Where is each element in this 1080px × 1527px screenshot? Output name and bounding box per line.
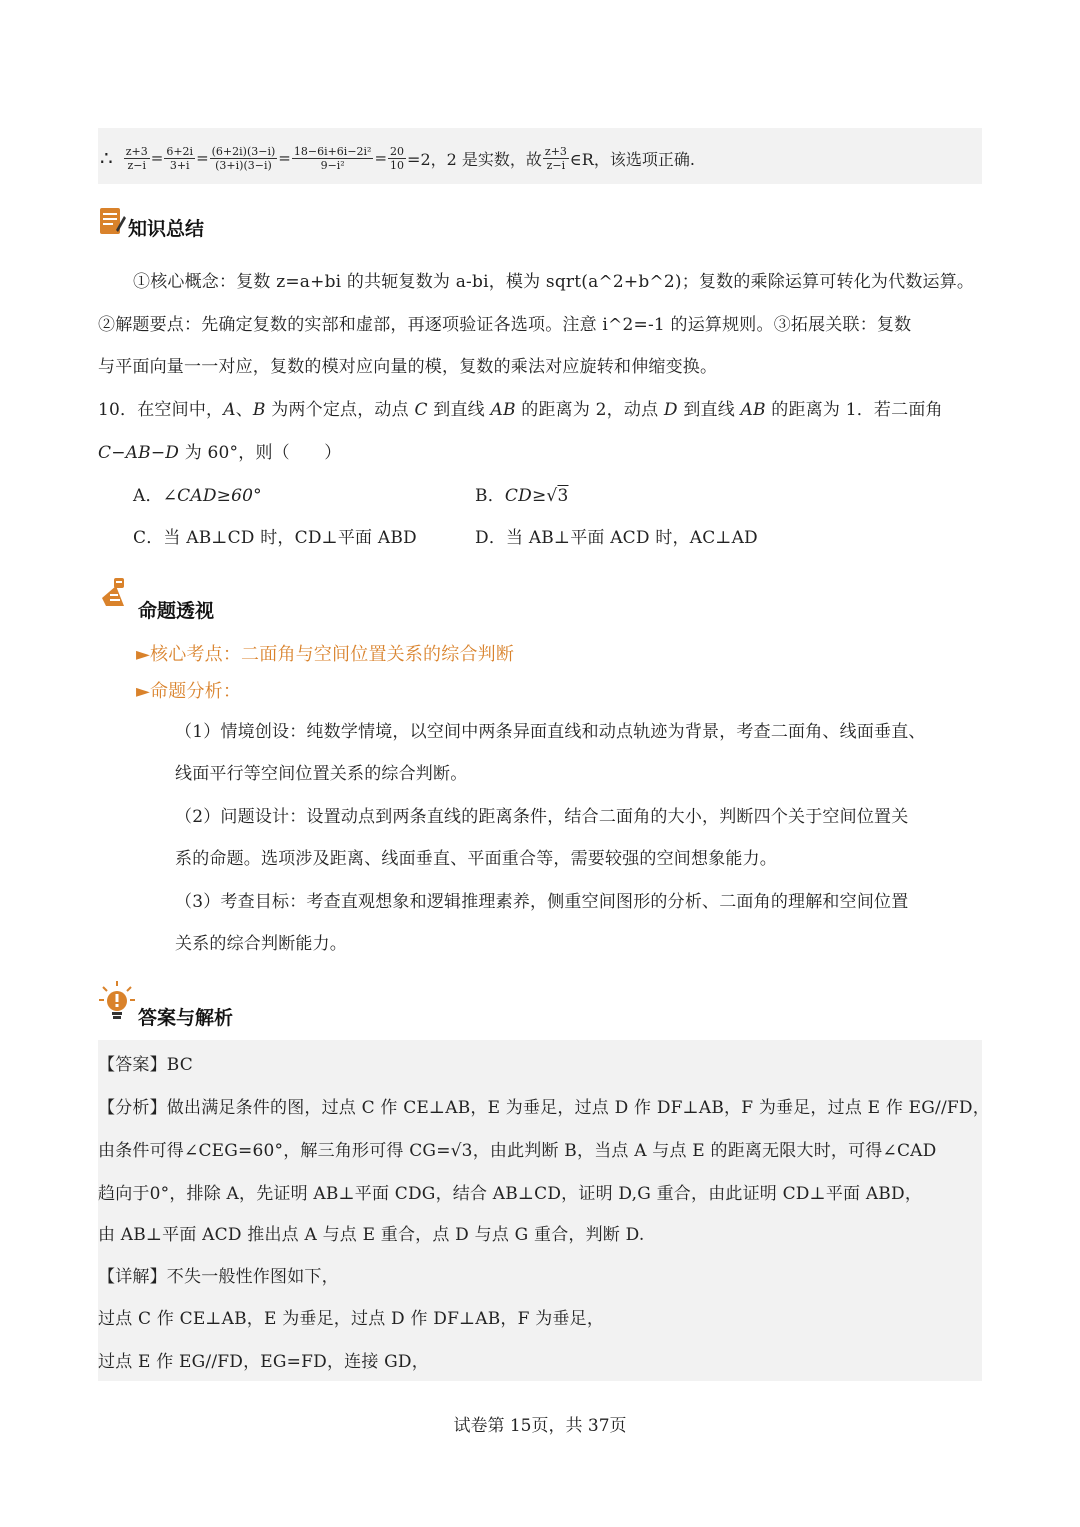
formula-tail-2: ∈R，该选项正确. <box>569 149 695 169</box>
analysis-text-2: 由条件可得∠CEG=60°，解三角形可得 CG=√3，由此判断 B，当点 A 与点 E 的距离无限大时，可得∠CAD <box>98 1141 937 1161</box>
analysis-text-4: 由 AB⊥平面 ACD 推出点 A 与点 E 重合，点 D 与点 G 重合，判断 D. <box>98 1225 645 1245</box>
analysis-p3b: 关系的综合判断能力。 <box>175 934 347 954</box>
analysis-title: 命题透视 <box>138 600 215 622</box>
notebook-icon <box>98 204 126 236</box>
option-a: A．∠CAD≥60° <box>133 486 262 506</box>
fraction-1: $\frac{z+3}{z-i}$ <box>125 144 148 172</box>
fraction-4: $\frac{\text{18−6i+6i−2i²}}{\text{9−i²}}$ <box>293 144 372 172</box>
analysis-p3a: （3）考查目标：考查直观想象和逻辑推理素养，侧重空间图形的分析、二面角的理解和空间位置 <box>175 892 909 912</box>
fraction-2: $\frac{6+2i}{3+i}$ <box>166 144 194 172</box>
option-c: C．当 AB⊥CD 时，CD⊥平面 ABD <box>133 528 417 548</box>
knowledge-line-1: ①核心概念：复数 z=a+bi 的共轭复数为 a-bi，模为 sqrt(a^2+b^2)；复数的乘除运算可转化为代数运算。 <box>133 272 975 292</box>
question-line-2: C−AB−D 为 60°，则（ ） <box>98 443 342 463</box>
analysis-p2b: 系的命题。选项涉及距离、线面垂直、平面重合等，需要较强的空间想象能力。 <box>175 849 777 869</box>
lightbulb-icon <box>98 980 136 1022</box>
fraction-3: $\frac{(6+2i)(3-i)}{(3+i)(3-i)}$ <box>211 144 276 172</box>
megaphone-icon <box>98 576 138 616</box>
knowledge-title: 知识总结 <box>128 218 205 240</box>
knowledge-line-2: ②解题要点：先确定复数的实部和虚部，再逐项验证各选项。注意 i^2=-1 的运算规则。③拓展关联：复数 <box>98 315 912 335</box>
answer-box <box>98 1040 982 1381</box>
answer-result: 【答案】BC <box>98 1055 194 1075</box>
question-line-1: 10．在空间中，A、B 为两个定点，动点 C 到直线 AB 的距离为 2，动点 D 到直线 AB 的距离为 1．若二面角 <box>98 400 943 420</box>
detail-text-2: 过点 C 作 CE⊥AB，E 为垂足，过点 D 作 DF⊥AB，F 为垂足， <box>98 1309 605 1329</box>
analysis-p2a: （2）问题设计：设置动点到两条直线的距离条件，结合二面角的大小，判断四个关于空间位置关 <box>175 807 909 827</box>
therefore-symbol: ∴ <box>100 146 113 170</box>
analysis-p1b: 线面平行等空间位置关系的综合判断。 <box>175 764 468 784</box>
analysis-label: ►命题分析： <box>136 681 242 702</box>
option-b: B．CD≥√3 <box>475 486 569 506</box>
formula-tail-1: =2，2 是实数，故 <box>407 149 542 169</box>
fraction-6: $\frac{z+3}{z-i}$ <box>544 144 567 172</box>
answer-title: 答案与解析 <box>138 1007 234 1029</box>
option-d: D．当 AB⊥平面 ACD 时，AC⊥AD <box>475 528 758 548</box>
fraction-5: $\frac{20}{10}$ <box>390 144 405 172</box>
detail-text-3: 过点 E 作 EG//FD，EG=FD，连接 GD， <box>98 1352 429 1372</box>
page-footer: 试卷第 15页，共 37页 <box>453 1416 627 1436</box>
knowledge-line-3: 与平面向量一一对应，复数的模对应向量的模，复数的乘法对应旋转和伸缩变换。 <box>98 357 718 377</box>
analysis-text-3: 趋向于0°，排除 A，先证明 AB⊥平面 CDG，结合 AB⊥CD，证明 D,G 重合，由此证明 CD⊥平面 ABD， <box>98 1184 923 1204</box>
formula-line: ∴ $\frac{z+3}{z-i}$ = $\frac{6+2i}{3+i}$ = $\frac{(6+2i)(3-i)}{(3+i)(3-i)}$ = $\frac{\text{18−6i+6i−2i²}}{\text{9−i²}}$ = $\frac{20}{10}$ =2，2 是实数，故 $\frac{z+3}{z-i}$ ∈R，该选项正确. <box>100 144 695 172</box>
analysis-p1a: （1）情境创设：纯数学情境，以空间中两条异面直线和动点轨迹为背景，考查二面角、线面垂直、 <box>175 722 926 742</box>
core-point-label: ►核心考点：二面角与空间位置关系的综合判断 <box>136 644 515 665</box>
analysis-text-1: 【分析】做出满足条件的图，过点 C 作 CE⊥AB，E 为垂足，过点 D 作 DF⊥AB，F 为垂足，过点 E 作 EG//FD， <box>98 1098 990 1118</box>
detail-text-1: 【详解】不失一般性作图如下， <box>98 1267 339 1287</box>
